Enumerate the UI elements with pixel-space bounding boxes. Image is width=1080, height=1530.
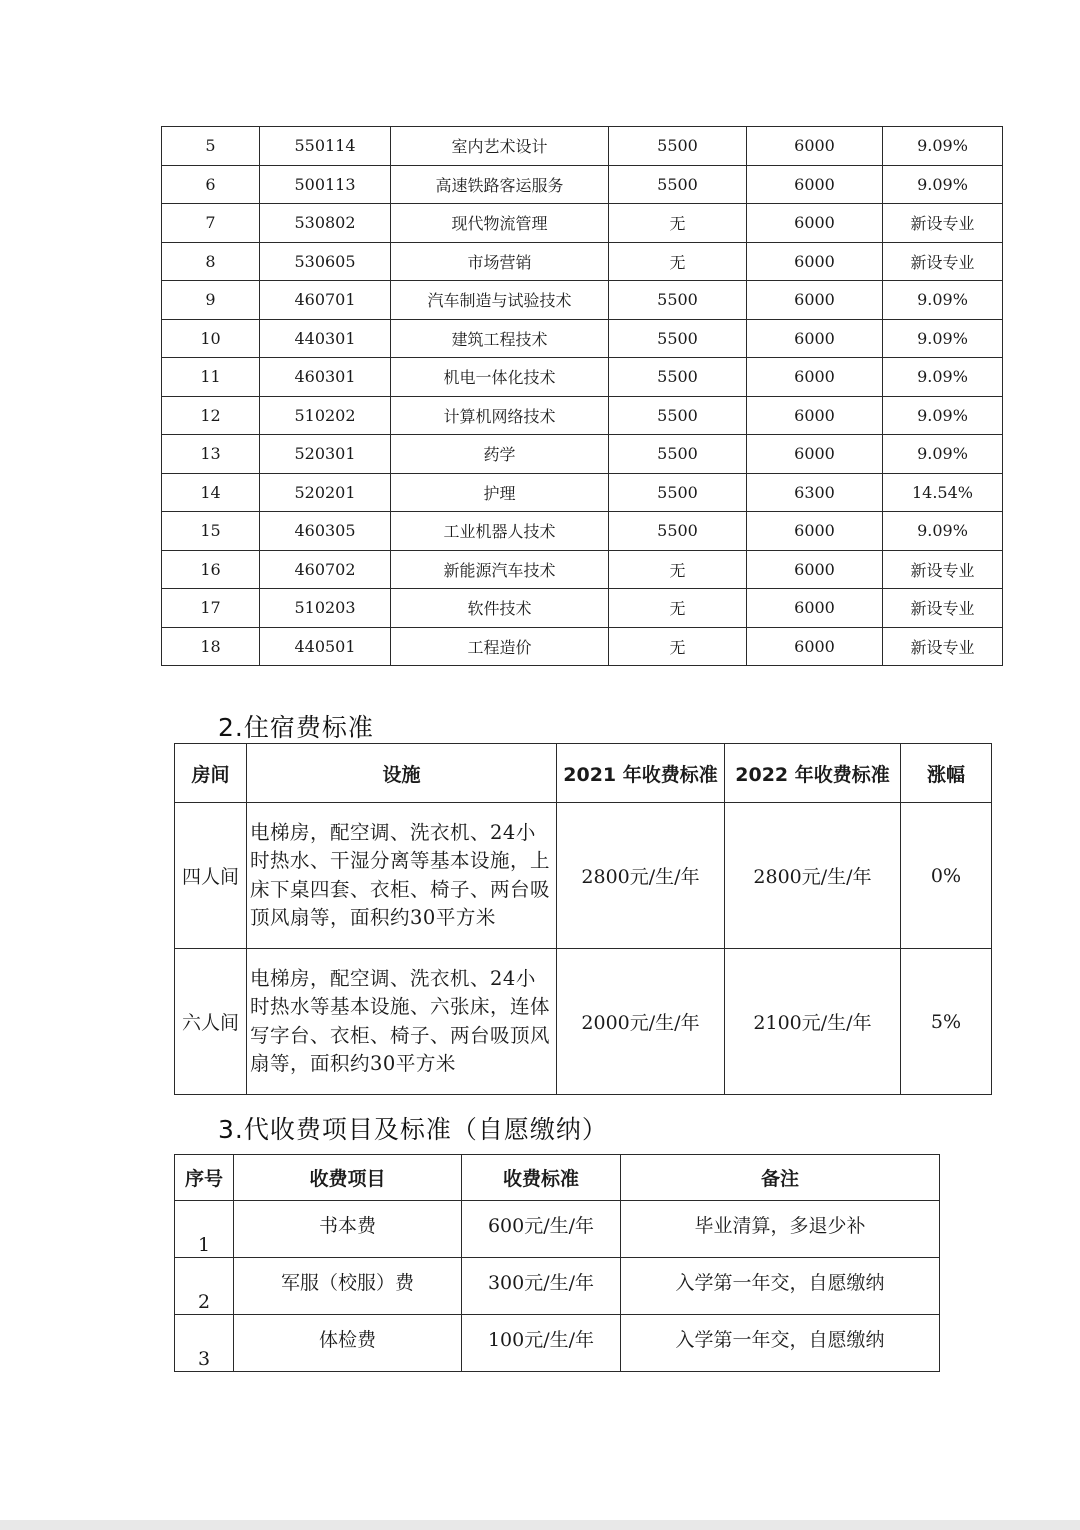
fee-item: 书本费 [234, 1201, 462, 1258]
increase-rate: 14.54% [883, 473, 1003, 512]
fee-current: 6000 [747, 319, 883, 358]
fee-current: 6000 [747, 127, 883, 166]
fee-previous: 5500 [609, 396, 747, 435]
section-heading-collection-fees: 3.代收费项目及标准（自愿缴纳） [218, 1115, 608, 1144]
table-row [175, 1201, 940, 1258]
major-code: 460305 [260, 512, 391, 551]
increase-rate: 9.09% [883, 165, 1003, 204]
major-name: 建筑工程技术 [391, 319, 609, 358]
table-row [162, 281, 1003, 320]
table-row [162, 473, 1003, 512]
fee-current: 6000 [747, 281, 883, 320]
major-code: 550114 [260, 127, 391, 166]
fee-previous: 无 [609, 589, 747, 628]
fee-2022: 2100元/生/年 [725, 949, 901, 1095]
fee-current: 6000 [747, 165, 883, 204]
major-name: 市场营销 [391, 242, 609, 281]
header-room: 房间 [175, 744, 247, 803]
increase-rate: 9.09% [883, 319, 1003, 358]
header-increase: 涨幅 [901, 744, 992, 803]
table-row [162, 242, 1003, 281]
seq-number: 13 [162, 435, 260, 474]
table-row [175, 803, 992, 949]
increase-rate: 新设专业 [883, 589, 1003, 628]
major-name: 室内艺术设计 [391, 127, 609, 166]
tuition-table [161, 126, 1003, 666]
increase-rate: 新设专业 [883, 550, 1003, 589]
fee-current: 6000 [747, 512, 883, 551]
major-name: 工程造价 [391, 627, 609, 666]
seq-number: 6 [162, 165, 260, 204]
header-item: 收费项目 [234, 1155, 462, 1201]
major-name: 新能源汽车技术 [391, 550, 609, 589]
room-type: 六人间 [175, 949, 247, 1095]
major-name: 软件技术 [391, 589, 609, 628]
seq-number: 10 [162, 319, 260, 358]
fee-previous: 5500 [609, 165, 747, 204]
fee-current: 6300 [747, 473, 883, 512]
fee-remark: 入学第一年交，自愿缴纳 [621, 1258, 940, 1315]
major-name: 护理 [391, 473, 609, 512]
seq-number: 15 [162, 512, 260, 551]
table-header-row [175, 1155, 940, 1201]
fee-standard: 600元/生/年 [462, 1201, 621, 1258]
major-code: 460702 [260, 550, 391, 589]
major-name: 药学 [391, 435, 609, 474]
major-code: 460301 [260, 358, 391, 397]
table-row [162, 589, 1003, 628]
table-header-row [175, 744, 992, 803]
fee-previous: 5500 [609, 127, 747, 166]
fee-previous: 无 [609, 242, 747, 281]
increase-rate: 新设专业 [883, 204, 1003, 243]
seq-number: 7 [162, 204, 260, 243]
increase-rate: 新设专业 [883, 242, 1003, 281]
major-code: 510203 [260, 589, 391, 628]
fee-previous: 5500 [609, 281, 747, 320]
fee-current: 6000 [747, 396, 883, 435]
fee-item: 军服（校服）费 [234, 1258, 462, 1315]
major-code: 460701 [260, 281, 391, 320]
seq-number: 11 [162, 358, 260, 397]
table-row [162, 127, 1003, 166]
increase-rate: 9.09% [883, 358, 1003, 397]
increase-rate: 新设专业 [883, 627, 1003, 666]
fee-current: 6000 [747, 550, 883, 589]
major-code: 530802 [260, 204, 391, 243]
major-name: 高速铁路客运服务 [391, 165, 609, 204]
header-standard: 收费标准 [462, 1155, 621, 1201]
fee-previous: 5500 [609, 435, 747, 474]
seq-number: 18 [162, 627, 260, 666]
major-code: 500113 [260, 165, 391, 204]
facilities-text: 电梯房，配空调、洗衣机、24小时热水等基本设施、六张床，连体写字台、衣柜、椅子、两台吸顶风扇等，面积约30平方米 [247, 949, 557, 1095]
major-name: 现代物流管理 [391, 204, 609, 243]
header-fee-2022: 2022 年收费标准 [725, 744, 901, 803]
major-code: 530605 [260, 242, 391, 281]
increase-rate: 9.09% [883, 435, 1003, 474]
section-heading-accommodation: 2.住宿费标准 [218, 713, 374, 742]
table-row [175, 1258, 940, 1315]
seq-number: 9 [162, 281, 260, 320]
room-type: 四人间 [175, 803, 247, 949]
increase-rate: 5% [901, 949, 992, 1095]
header-seq: 序号 [175, 1155, 234, 1201]
table-row [175, 949, 992, 1095]
fee-standard: 100元/生/年 [462, 1315, 621, 1372]
fee-previous: 5500 [609, 512, 747, 551]
fee-previous: 5500 [609, 358, 747, 397]
fee-previous: 5500 [609, 319, 747, 358]
fee-remark: 毕业清算，多退少补 [621, 1201, 940, 1258]
table-row [175, 1315, 940, 1372]
table-row [162, 435, 1003, 474]
fee-2022: 2800元/生/年 [725, 803, 901, 949]
major-name: 工业机器人技术 [391, 512, 609, 551]
major-code: 440501 [260, 627, 391, 666]
increase-rate: 9.09% [883, 127, 1003, 166]
seq-number: 14 [162, 473, 260, 512]
header-remark: 备注 [621, 1155, 940, 1201]
fee-current: 6000 [747, 204, 883, 243]
fee-current: 6000 [747, 589, 883, 628]
fee-previous: 无 [609, 550, 747, 589]
fee-2021: 2000元/生/年 [557, 949, 725, 1095]
seq-number: 5 [162, 127, 260, 166]
seq-number: 17 [162, 589, 260, 628]
fee-remark: 入学第一年交，自愿缴纳 [621, 1315, 940, 1372]
fee-previous: 5500 [609, 473, 747, 512]
fee-current: 6000 [747, 627, 883, 666]
seq-number: 16 [162, 550, 260, 589]
fee-current: 6000 [747, 435, 883, 474]
table-row [162, 512, 1003, 551]
major-name: 计算机网络技术 [391, 396, 609, 435]
table-row [162, 204, 1003, 243]
accommodation-fee-table [174, 743, 992, 1095]
fee-2021: 2800元/生/年 [557, 803, 725, 949]
seq-number: 1 [175, 1201, 234, 1258]
seq-number: 12 [162, 396, 260, 435]
fee-standard: 300元/生/年 [462, 1258, 621, 1315]
fee-previous: 无 [609, 204, 747, 243]
table-row [162, 165, 1003, 204]
fee-item: 体检费 [234, 1315, 462, 1372]
major-name: 汽车制造与试验技术 [391, 281, 609, 320]
fee-current: 6000 [747, 242, 883, 281]
major-code: 520301 [260, 435, 391, 474]
major-name: 机电一体化技术 [391, 358, 609, 397]
fee-previous: 无 [609, 627, 747, 666]
collection-fee-table [174, 1154, 940, 1372]
facilities-text: 电梯房，配空调、洗衣机、24小时热水、干湿分离等基本设施，上床下桌四套、衣柜、椅子、两台吸顶风扇等，面积约30平方米 [247, 803, 557, 949]
table-row [162, 319, 1003, 358]
increase-rate: 9.09% [883, 281, 1003, 320]
fee-current: 6000 [747, 358, 883, 397]
table-row [162, 550, 1003, 589]
increase-rate: 9.09% [883, 396, 1003, 435]
header-fee-2021: 2021 年收费标准 [557, 744, 725, 803]
major-code: 520201 [260, 473, 391, 512]
major-code: 510202 [260, 396, 391, 435]
table-row [162, 396, 1003, 435]
header-facilities: 设施 [247, 744, 557, 803]
seq-number: 8 [162, 242, 260, 281]
increase-rate: 0% [901, 803, 992, 949]
increase-rate: 9.09% [883, 512, 1003, 551]
table-row [162, 627, 1003, 666]
seq-number: 3 [175, 1315, 234, 1372]
seq-number: 2 [175, 1258, 234, 1315]
major-code: 440301 [260, 319, 391, 358]
page-bottom-bar [0, 1520, 1080, 1530]
table-row [162, 358, 1003, 397]
